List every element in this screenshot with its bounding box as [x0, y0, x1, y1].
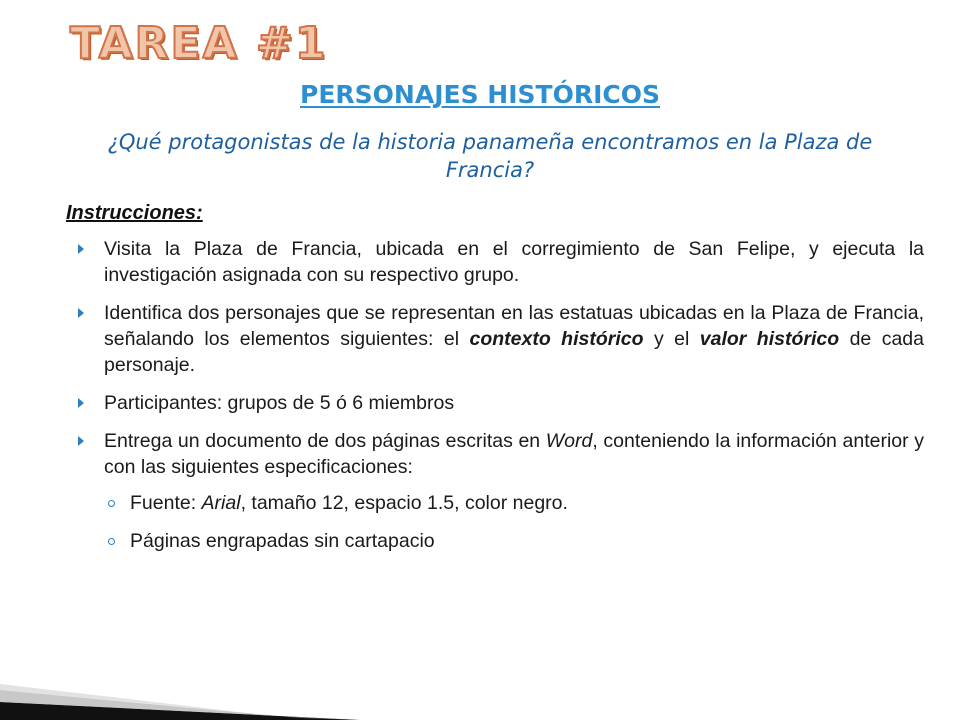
instructions-heading: Instrucciones: — [66, 202, 203, 224]
circle-bullet-icon — [108, 500, 115, 507]
bullet-text: de cada personaje. — [104, 328, 924, 376]
slide-subtitle: PERSONAJES HISTÓRICOS — [300, 80, 660, 109]
guiding-question: ¿Qué protagonistas de la historia panameña encontramos en la Plaza de Francia? — [107, 130, 873, 182]
slide-title: TAREA #1 — [70, 18, 328, 69]
list-item — [76, 236, 924, 288]
bullet-text: Fuente: — [130, 492, 202, 514]
bullet-text: Entrega un documento de dos páginas escritas en — [104, 430, 546, 452]
bullet-text: Páginas engrapadas sin cartapacio — [130, 530, 435, 552]
bullet-text: Identifica dos personajes que se representan en las estatuas ubicadas en la Plaza de Francia, señalando los elementos siguientes: el — [104, 302, 924, 350]
bullet-text: y el — [643, 328, 700, 350]
specifications-list — [104, 490, 924, 554]
arrow-bullet-icon — [78, 436, 84, 446]
decorative-swoosh — [0, 650, 360, 720]
bullet-text: , tamaño 12, espacio 1.5, color negro. — [240, 492, 568, 514]
emphasis-text: valor histórico — [699, 328, 840, 350]
list-item — [76, 390, 924, 416]
list-item — [76, 428, 924, 554]
arrow-bullet-icon — [78, 398, 84, 408]
bullet-text: Participantes: grupos de 5 ó 6 miembros — [104, 392, 455, 414]
bullet-text: , conteniendo la información anterior y con las siguientes especificaciones: — [104, 430, 924, 478]
list-item — [76, 300, 924, 378]
arrow-bullet-icon — [78, 308, 84, 318]
list-item — [104, 490, 924, 516]
instructions-list — [76, 236, 924, 566]
emphasis-text: contexto histórico — [469, 328, 644, 350]
bullet-text: Visita la Plaza de Francia, ubicada en el corregimiento de San Felipe, y ejecuta la investigación asignada con su respectivo grupo. — [104, 238, 924, 286]
emphasis-text: Word — [545, 430, 593, 452]
list-item — [104, 528, 924, 554]
emphasis-text: Arial — [201, 492, 241, 514]
circle-bullet-icon — [108, 538, 115, 545]
arrow-bullet-icon — [78, 244, 84, 254]
